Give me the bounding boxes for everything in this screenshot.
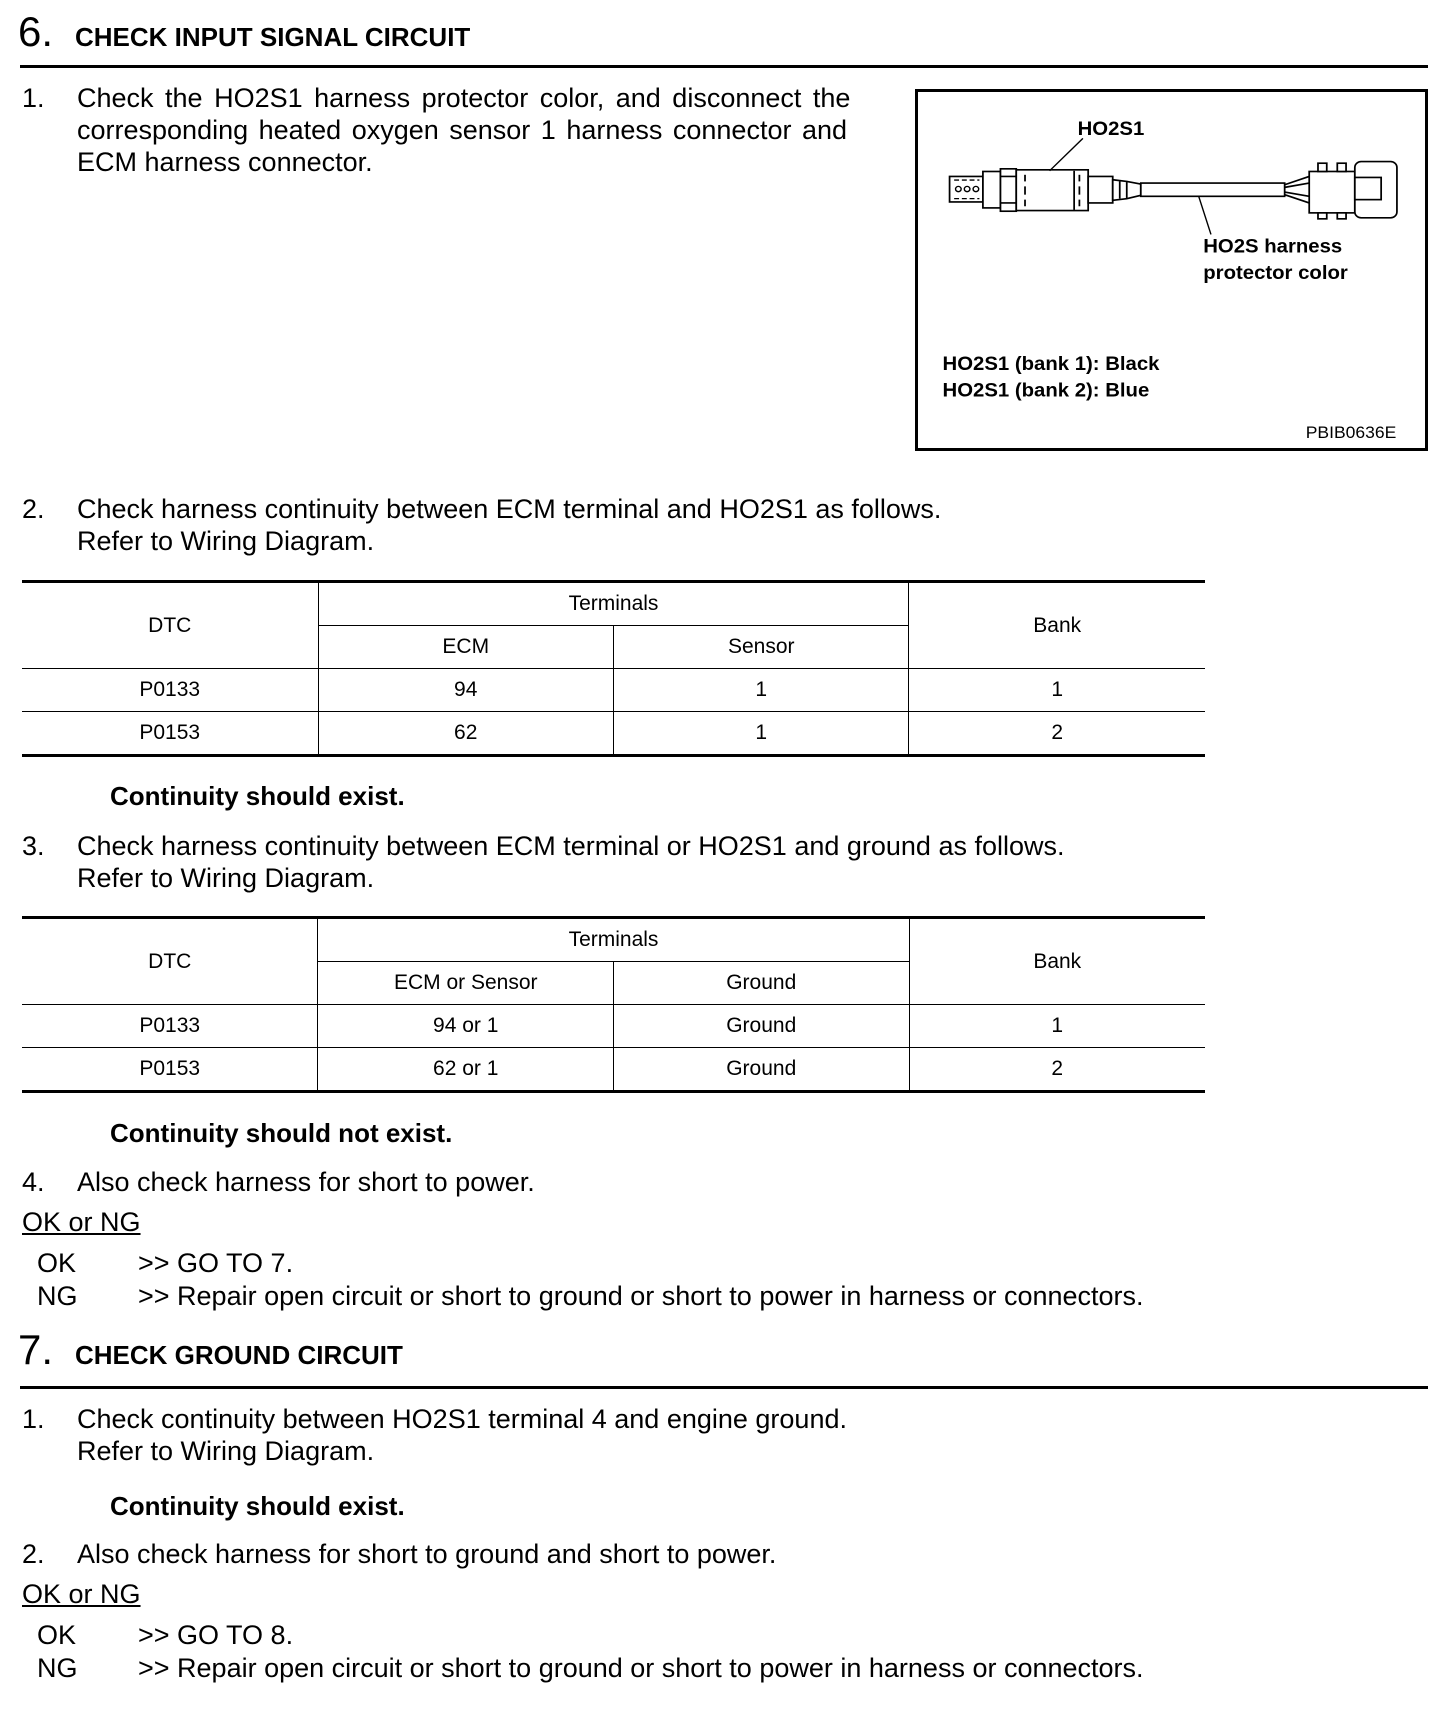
bank2-color: HO2S1 (bank 2): Blue (942, 380, 1150, 402)
step7-title: CHECK GROUND CIRCUIT (75, 1340, 403, 1370)
header-terminals: Terminals (318, 918, 909, 962)
step6-item1-number: 1. (22, 83, 45, 113)
header-ground: Ground (613, 962, 909, 1005)
cell-sensor: 1 (613, 712, 909, 756)
step7-item2-text: Also check harness for short to ground and short to power. (77, 1539, 777, 1569)
step6-title: CHECK INPUT SIGNAL CIRCUIT (75, 22, 471, 52)
cell-ecm-or-sensor: 62 or 1 (318, 1048, 614, 1092)
cell-dtc: P0133 (22, 669, 318, 712)
step6-item1-text (77, 82, 850, 178)
step7-number: 7. (18, 1326, 54, 1373)
step6-number: 6. (18, 8, 54, 55)
step6-item2-text (77, 493, 941, 557)
sensor-nut (983, 171, 1001, 207)
step7-result1: Continuity should exist. (110, 1491, 405, 1521)
step6-ok-label: OK (37, 1248, 77, 1278)
sensor-leader-line (1050, 138, 1083, 170)
cell-bank: 1 (909, 669, 1205, 712)
ho2s1-sensor-diagram (918, 92, 1425, 448)
table-row (22, 712, 1205, 756)
table-row (22, 1005, 1205, 1048)
step6-item2-number: 2. (22, 494, 45, 524)
header-ecm: ECM (318, 626, 613, 669)
step7-item1-number: 1. (22, 1404, 45, 1434)
cell-dtc: P0153 (22, 712, 318, 756)
bank1-color: HO2S1 (bank 1): Black (942, 353, 1160, 376)
harness-cable (1141, 183, 1285, 196)
header-dtc: DTC (22, 582, 318, 669)
header-dtc: DTC (22, 918, 318, 1005)
step6-item4-number: 4. (22, 1167, 45, 1197)
cell-bank: 1 (909, 1005, 1205, 1048)
step7-divider (20, 1386, 1428, 1389)
table-row (22, 669, 1205, 712)
header-bank: Bank (909, 918, 1205, 1005)
cell-ecm: 94 (318, 669, 613, 712)
cell-sensor: 1 (613, 669, 909, 712)
step7-ok-action: >> GO TO 8. (138, 1620, 294, 1650)
cell-ground: Ground (613, 1005, 909, 1048)
text-line: Refer to Wiring Diagram. (77, 863, 375, 893)
step6-ok-action: >> GO TO 7. (138, 1248, 294, 1278)
step6-item4-text: Also check harness for short to power. (77, 1167, 535, 1197)
text-line: Refer to Wiring Diagram. (77, 1436, 375, 1466)
header-bank: Bank (909, 582, 1205, 669)
header-ecm-or-sensor: ECM or Sensor (318, 962, 614, 1005)
cell-dtc: P0133 (22, 1005, 318, 1048)
text-line: Check harness continuity between ECM terminal or HO2S1 and ground as follows. (77, 831, 1065, 861)
harness-leader-line (1199, 196, 1211, 234)
cell-ground: Ground (613, 1048, 909, 1092)
sensor-body (1016, 170, 1088, 211)
cell-ecm-or-sensor: 94 or 1 (318, 1005, 614, 1048)
continuity-table-2 (22, 916, 1205, 1093)
cell-bank: 2 (909, 712, 1205, 756)
cell-dtc: P0153 (22, 1048, 318, 1092)
harness-label-line1: HO2S harness (1203, 236, 1343, 258)
text-line: Check the HO2S1 harness protector color, and disconnect the (77, 83, 851, 113)
step7-item2-number: 2. (22, 1539, 45, 1569)
step6-item3-number: 3. (22, 831, 45, 861)
text-line: corresponding heated oxygen sensor 1 harness connector and (77, 115, 847, 145)
step6-result2: Continuity should exist. (110, 781, 405, 811)
step6-item3-text (77, 830, 1065, 894)
figure-code: PBIB0636E (1305, 423, 1397, 442)
step6-ng-action: >> Repair open circuit or short to ground or short to power in harness or connectors. (138, 1281, 1144, 1311)
text-line: Check continuity between HO2S1 terminal 4 and engine ground. (77, 1404, 847, 1434)
step7-ng-label: NG (37, 1653, 78, 1683)
step7-ok-label: OK (37, 1620, 77, 1650)
text-line: ECM harness connector. (77, 147, 373, 177)
text-line: Check harness continuity between ECM terminal and HO2S1 as follows. (77, 494, 942, 524)
step7-ng-action: >> Repair open circuit or short to ground or short to power in harness or connectors. (138, 1653, 1144, 1683)
step6-divider (20, 65, 1428, 68)
continuity-table-1 (22, 580, 1205, 757)
table-row (22, 1048, 1205, 1092)
step6-result3: Continuity should not exist. (110, 1118, 453, 1148)
cell-ecm: 62 (318, 712, 613, 756)
text-line: Refer to Wiring Diagram. (77, 526, 375, 556)
step6-ok-or-ng: OK or NG (22, 1207, 141, 1237)
header-terminals: Terminals (318, 582, 909, 626)
step7-ok-or-ng: OK or NG (22, 1579, 141, 1609)
cell-bank: 2 (909, 1048, 1205, 1092)
ho2s1-figure (915, 89, 1428, 451)
step7-item1-text (77, 1403, 847, 1467)
header-sensor: Sensor (613, 626, 909, 669)
harness-connector (1309, 171, 1355, 212)
harness-label-line2: protector color (1203, 262, 1348, 284)
step6-ng-label: NG (37, 1281, 78, 1311)
sensor-label: HO2S1 (1077, 118, 1145, 140)
